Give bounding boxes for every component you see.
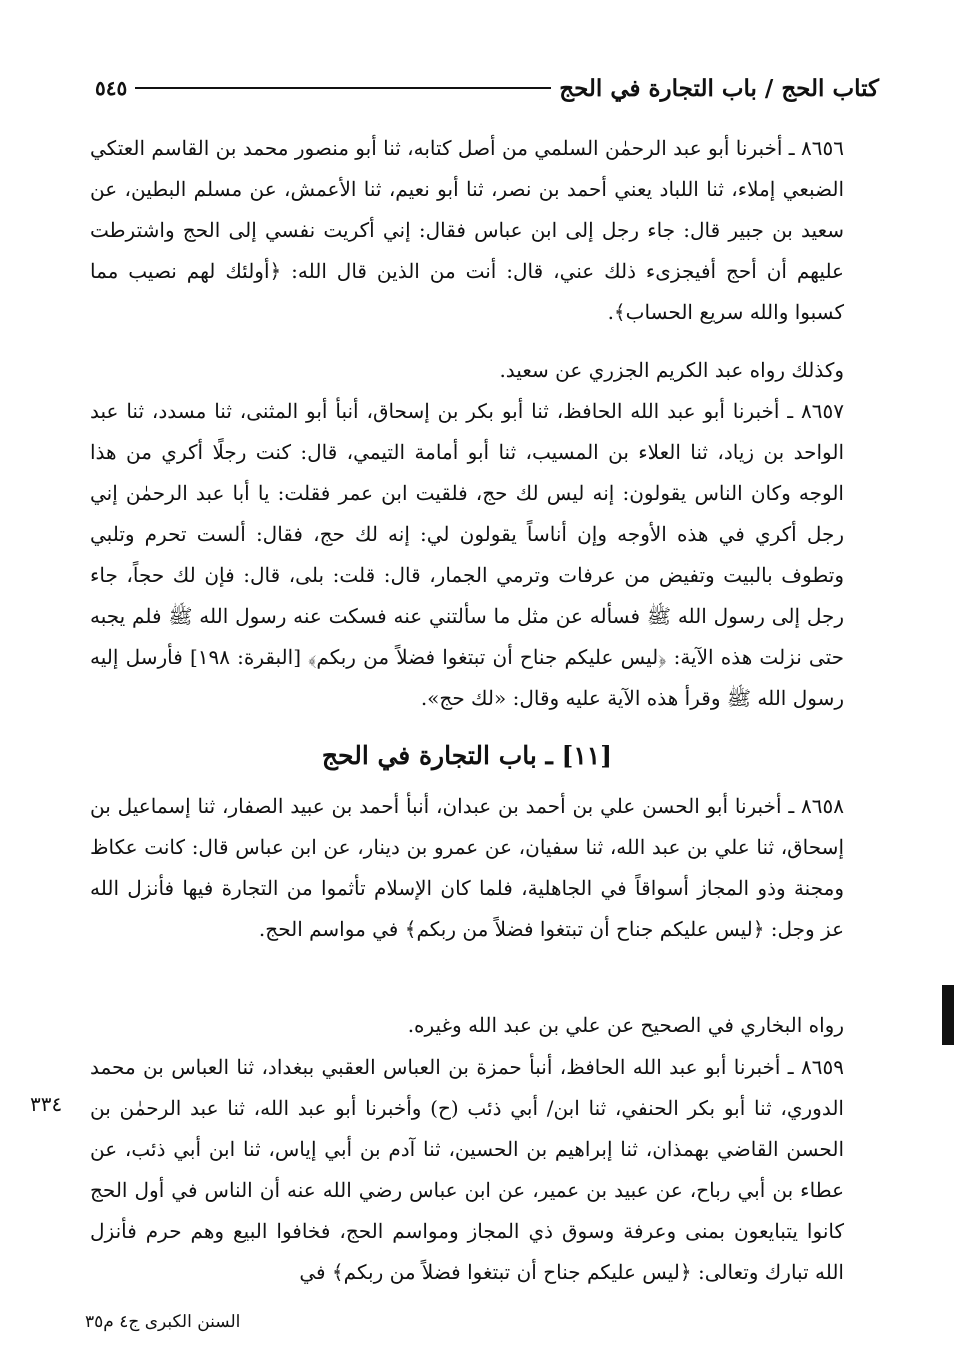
section-heading: [١١] ـ باب التجارة في الحج (321, 741, 613, 770)
edge-thumb-mark (942, 985, 954, 1045)
hadith-8657: ٨٦٥٧ ـ أخبرنا أبو عبد الله الحافظ، ثنا أبو بكر بن إسحاق، أنبأ أبو المثنى، ثنا مسدد، ثنا عبد الواحد بن زياد، ثنا العلاء بن المسيب، ثنا أبو أمامة التيمي، قال: كنت رجلًا أكري من هذا الوجه وكان الناس يقولون: إنه ليس لك حج، فلقيت ابن عمر فقلت: يا أبا عبد الرحمٰن إني رجل أكري في هذه الأوجه وإن أناساً يقولون لي: إنه لك حج، فقال: ألست تحرم وتلبي وتطوف بالبيت وتفيض من عرفات وترمي الجمار، قال: قلت: بلى، قال: فإن لك حجاً، جاء رجل إلى رسول الله ﷺ فسأله عن مثل ما سألتني عنه فسكت عنه رسول الله ﷺ فلم يجبه حتى نزلت هذه الآية: ﴿ليس عليكم جناح أن تبتغوا فضلاً من ربكم﴾ [البقرة: ١٩٨] فأرسل إليه رسول الله ﷺ وقرأ هذه الآية عليه وقال: «لك حج». (90, 399, 844, 710)
margin-page-reference: ٣٣٤ (30, 1092, 63, 1116)
footer-signature: السنن الكبرى ج٤ م٣٥ (85, 1312, 241, 1332)
page-number: ٥٤٥ (95, 76, 128, 100)
running-header (95, 68, 879, 108)
header-title: كتاب الحج / باب التجارة في الحج (559, 74, 879, 102)
hadith-8658: ٨٦٥٨ ـ أخبرنا أبو الحسن علي بن أحمد بن عبدان، أنبأ أحمد بن عبيد الصفار، ثنا إسماعيل بن إسحاق، ثنا علي بن عبد الله، ثنا سفيان، عن عمرو بن دينار، عن ابن عباس قال: كانت عكاظ ومجنة وذو المجاز أسواقاً في الجاهلية، فلما كان الإسلام تأثموا من التجارة فيها فأنزل الله عز وجل: ﴿ليس عليكم جناح أن تبتغوا فضلاً من ربكم﴾ في مواسم الحج. (90, 794, 845, 941)
hadith-8659: ٨٦٥٩ ـ أخبرنا أبو عبد الله الحافظ، أنبأ حمزة بن العباس العقبي ببغداد، ثنا العباس بن محمد الدوري، ثنا أبو بكر الحنفي، ثنا ابن/ أبي ذئب (ح) وأخبرنا أبو عبد الله، ثنا عبد الرحمٰن بن الحسن القاضي بهمذان، ثنا إبراهيم بن الحسين، ثنا آدم بن أبي إياس، ثنا ابن أبي ذئب، عن عطاء بن أبي رباح، عن عبيد بن عمير، عن ابن عباس رضي الله عنه أن الناس في أول الحج كانوا يتبايعون بمنى وعرفة وسوق ذي المجاز ومواسم الحج، فخافوا البيع وهم حرم فأنزل الله تبارك وتعالى: ﴿ليس عليكم جناح أن تبتغوا فضلاً من ربكم﴾ في (90, 1055, 844, 1284)
note-8656: وكذلك رواه عبد الكريم الجزري عن سعيد. (499, 358, 844, 382)
header-rule (135, 87, 551, 89)
hadith-8656: ٨٦٥٦ ـ أخبرنا أبو عبد الرحمٰن السلمي من أصل كتابه، ثنا أبو منصور محمد بن القاسم العتكي الضبعي إملاء، ثنا اللباد يعني أحمد بن نصر، ثنا أبو نعيم، ثنا الأعمش، عن مسلم البطين، عن سعيد بن جبير قال: جاء رجل إلى ابن عباس فقال: إني أكريت نفسي إلى الحج واشترطت عليهم أن أحج أفيجزىء ذلك عني، قال: أنت من الذين قال الله: ﴿أولئك لهم نصيب مما كسبوا والله سريع الحساب﴾. (89, 136, 844, 324)
note-8658: رواه البخاري في الصحيح عن علي بن عبد الله وغيره. (407, 1013, 844, 1037)
